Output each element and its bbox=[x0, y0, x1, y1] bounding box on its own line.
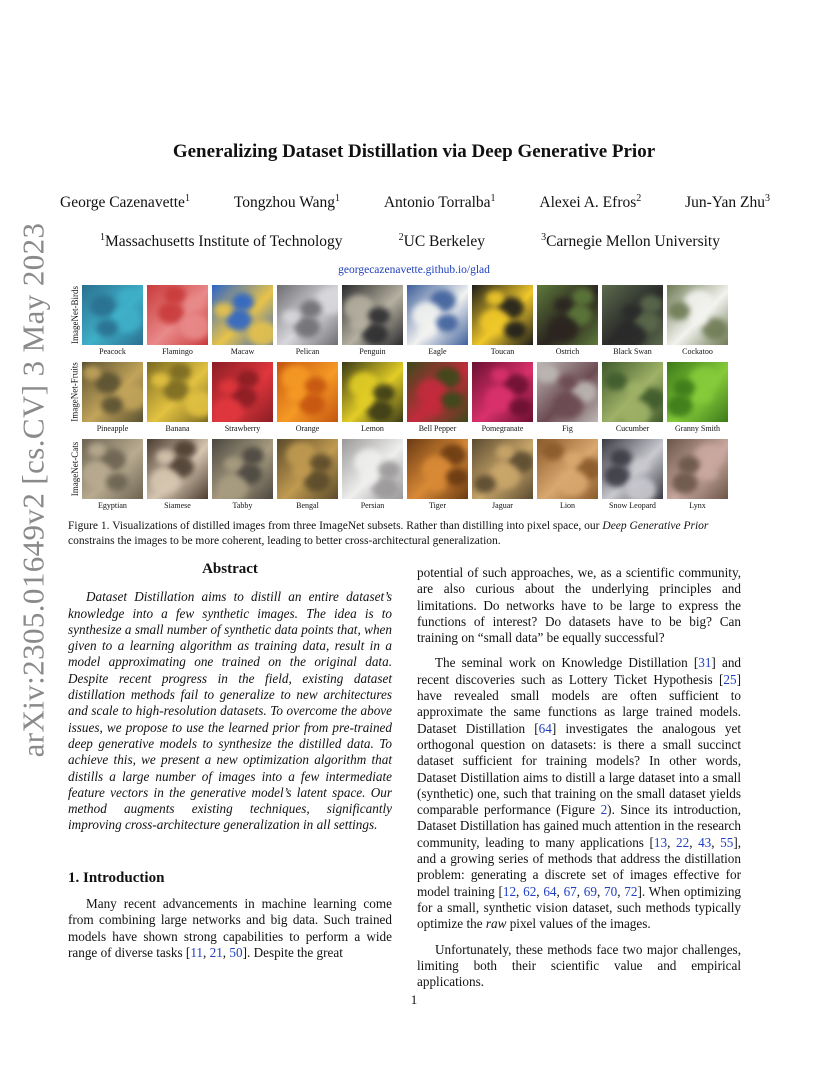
image-texture bbox=[504, 321, 526, 339]
image-texture bbox=[537, 365, 559, 383]
author: Jun-Yan Zhu$^3$ bbox=[685, 192, 770, 211]
image-texture bbox=[491, 368, 509, 382]
figure-cell bbox=[212, 439, 273, 510]
figure-row bbox=[68, 362, 738, 437]
distilled-image bbox=[407, 439, 468, 499]
image-class-label: Egyptian bbox=[98, 501, 127, 510]
image-texture bbox=[305, 377, 327, 395]
image-texture bbox=[428, 478, 446, 492]
image-texture bbox=[616, 323, 646, 345]
citation-link[interactable]: 64 bbox=[543, 883, 557, 899]
figure-cell bbox=[82, 285, 143, 356]
figure-cell bbox=[342, 285, 403, 356]
image-texture bbox=[90, 295, 116, 317]
figure-cell bbox=[602, 439, 663, 510]
image-texture bbox=[96, 319, 118, 337]
figure-cell bbox=[537, 439, 598, 510]
image-texture bbox=[605, 372, 627, 390]
figure-cell bbox=[212, 285, 273, 356]
image-texture bbox=[282, 310, 300, 324]
image-texture bbox=[486, 291, 504, 305]
image-texture bbox=[185, 391, 208, 417]
distilled-image bbox=[472, 362, 533, 422]
image-texture bbox=[564, 452, 582, 466]
image-texture bbox=[423, 401, 441, 415]
affiliation: $^2$UC Berkeley bbox=[398, 231, 485, 250]
distilled-image bbox=[277, 285, 338, 345]
image-texture bbox=[474, 475, 496, 493]
distilled-image bbox=[602, 362, 663, 422]
figure-cell bbox=[537, 362, 598, 433]
distilled-image bbox=[472, 285, 533, 345]
figure-cell bbox=[82, 439, 143, 510]
image-class-label: Pineapple bbox=[96, 424, 129, 433]
image-class-label: Peacock bbox=[99, 347, 126, 356]
figure-cell bbox=[342, 362, 403, 433]
citation-link[interactable]: 50 bbox=[229, 944, 243, 960]
image-texture bbox=[224, 457, 242, 471]
image-texture bbox=[558, 470, 588, 496]
intro-paragraph: Many recent advancements in machine learning come from combining large networks and big data. Such trained models have shown strong capabilities to perform a wide range of diverse tasks [11, 21, 50]. Despite the great bbox=[68, 896, 392, 960]
figure-cell bbox=[472, 362, 533, 433]
image-class-label: Pomegranate bbox=[481, 424, 524, 433]
distilled-image bbox=[82, 362, 143, 422]
image-texture bbox=[554, 298, 572, 312]
distilled-image bbox=[667, 285, 728, 345]
figure-cell bbox=[277, 439, 338, 510]
distilled-image bbox=[537, 439, 598, 499]
image-texture bbox=[418, 324, 436, 338]
distilled-image bbox=[667, 362, 728, 422]
arxiv-id-text: arXiv:2305.01649v2 [cs.CV] 3 May 2023 bbox=[15, 222, 51, 758]
image-texture bbox=[174, 440, 196, 458]
image-texture bbox=[542, 442, 564, 460]
image-class-label: Granny Smith bbox=[674, 424, 721, 433]
image-texture bbox=[632, 459, 650, 473]
distilled-image bbox=[212, 362, 273, 422]
figure-cell bbox=[472, 285, 533, 356]
image-texture bbox=[150, 468, 180, 494]
image-class-label: Snow Leopard bbox=[609, 501, 656, 510]
citation-link[interactable]: 67 bbox=[563, 883, 577, 899]
image-texture bbox=[695, 389, 713, 403]
image-texture bbox=[158, 302, 184, 324]
image-texture bbox=[214, 303, 232, 317]
image-texture bbox=[572, 288, 594, 306]
image-texture bbox=[169, 363, 191, 381]
image-texture bbox=[378, 461, 400, 479]
image-texture bbox=[242, 447, 264, 465]
distilled-image bbox=[407, 362, 468, 422]
image-texture bbox=[373, 384, 395, 402]
image-texture bbox=[213, 398, 243, 422]
figure-cell bbox=[342, 439, 403, 510]
image-class-label: Tiger bbox=[428, 501, 447, 510]
author: Tongzhou Wang$^1$ bbox=[233, 192, 340, 211]
figure-cell bbox=[147, 439, 208, 510]
figure-cell bbox=[472, 439, 533, 510]
image-class-label: Bengal bbox=[296, 501, 319, 510]
image-texture bbox=[621, 400, 651, 422]
author-list bbox=[60, 194, 770, 212]
image-class-label: Tabby bbox=[232, 501, 253, 510]
image-texture bbox=[559, 375, 577, 389]
image-texture bbox=[673, 379, 695, 397]
image-texture bbox=[88, 443, 106, 457]
image-texture bbox=[156, 450, 174, 464]
distilled-image bbox=[277, 362, 338, 422]
left-column bbox=[68, 561, 392, 961]
affiliation: $^3$Carnegie Mellon University bbox=[541, 231, 720, 250]
image-texture bbox=[101, 396, 123, 414]
image-texture bbox=[667, 395, 693, 417]
image-texture bbox=[509, 398, 531, 416]
citation-link[interactable]: 55 bbox=[720, 834, 734, 850]
page-number: 1 bbox=[410, 992, 418, 1007]
image-texture bbox=[678, 456, 700, 474]
figure-row-label: ImageNet-Birds bbox=[70, 286, 81, 344]
image-texture bbox=[672, 472, 698, 494]
image-texture bbox=[300, 300, 322, 318]
figure-row bbox=[68, 285, 738, 360]
figure-cell bbox=[147, 285, 208, 356]
distilled-image bbox=[342, 285, 403, 345]
image-class-label: Bell Pepper bbox=[418, 424, 457, 433]
figure-cell bbox=[667, 439, 728, 510]
citation-link[interactable]: 13 bbox=[653, 834, 668, 850]
citation-link[interactable]: 21 bbox=[209, 944, 223, 960]
figure-cell bbox=[277, 362, 338, 433]
figure-cell bbox=[537, 285, 598, 356]
image-texture bbox=[232, 293, 254, 311]
section-heading-introduction: 1. Introduction bbox=[68, 869, 165, 886]
image-texture bbox=[627, 382, 645, 396]
body-paragraph: The seminal work on Knowledge Distillation [31] and recent discoveries such as Lottery Ticket Hypothesis [25] have revealed small models are often sufficient to approximate the same functions as large trained models. Dataset Distillation [64] investigates the analogous yet orthogonal question on datasets: is there a small succinct dataset sufficient for training models? In other words, Dataset Distillation aims to distill a large dataset into a small (synthetic) one, such that training on the small dataset yields comparable performance (Figure 2). Since its introduction, Dataset Distillation has gained much attention in the research community, leading to many applications [13, 22, 43, 55], and a growing series of methods that address the distillation problem: generating a discrete set of images effective for model training [12, 62, 64, 67, 69, 70, 72]. When optimizing for a small, synthetic vision dataset, such methods typically optimize the raw pixel values of the images. bbox=[417, 655, 742, 932]
author: Alexei A. Efros$^2$ bbox=[539, 192, 642, 211]
image-class-label: Persian bbox=[360, 501, 385, 510]
image-class-label: Black Swan bbox=[613, 347, 652, 356]
image-texture bbox=[553, 393, 583, 419]
distilled-image bbox=[667, 439, 728, 499]
figure-cell bbox=[407, 439, 468, 510]
project-url-link[interactable]: georgecazenavette.github.io/glad bbox=[338, 264, 490, 276]
image-texture bbox=[151, 373, 169, 387]
image-texture bbox=[106, 473, 128, 491]
image-class-label: Siamese bbox=[164, 501, 191, 510]
image-texture bbox=[248, 321, 273, 345]
figure-cell bbox=[212, 362, 273, 433]
image-class-label: Flamingo bbox=[162, 347, 193, 356]
distilled-image bbox=[212, 285, 273, 345]
figure-row-label: ImageNet-Fruits bbox=[70, 362, 81, 422]
body-paragraph: potential of such approaches, we, as a scientific community, are also curious about the underlying principles and limitations. Do networks have to be large to express the functions of interest? Do datasets have to be big? Can training on “small data” be equally successful? bbox=[417, 565, 741, 646]
citation-link[interactable]: 43 bbox=[698, 834, 712, 850]
image-texture bbox=[368, 307, 390, 325]
image-class-label: Eagle bbox=[428, 347, 447, 356]
distilled-image bbox=[82, 439, 143, 499]
image-texture bbox=[237, 370, 259, 388]
image-texture bbox=[219, 380, 237, 394]
right-column bbox=[417, 565, 741, 990]
image-texture bbox=[360, 471, 378, 485]
image-texture bbox=[436, 314, 458, 332]
image-texture bbox=[700, 466, 718, 480]
citation-link[interactable]: 11 bbox=[190, 944, 204, 960]
distilled-image bbox=[212, 439, 273, 499]
citation-link[interactable]: 12 bbox=[502, 883, 517, 899]
distilled-image bbox=[602, 439, 663, 499]
image-class-label: Cockatoo bbox=[682, 347, 713, 356]
distilled-image bbox=[147, 362, 208, 422]
figure-cell bbox=[602, 362, 663, 433]
image-texture bbox=[446, 468, 468, 486]
image-class-label: Jaguar bbox=[492, 501, 513, 510]
citation-link[interactable]: 62 bbox=[523, 883, 537, 899]
image-texture bbox=[496, 445, 514, 459]
image-class-label: Cucumber bbox=[615, 424, 650, 433]
body-paragraph: Unfortunately, these methods face two major challenges, limiting both their scientific value and empirical applications. bbox=[417, 941, 741, 990]
figure-row bbox=[68, 439, 738, 514]
distilled-image bbox=[407, 285, 468, 345]
image-texture bbox=[292, 464, 310, 478]
distilled-image bbox=[472, 439, 533, 499]
image-texture bbox=[180, 314, 208, 340]
image-texture bbox=[310, 454, 332, 472]
figure-reference-link[interactable]: 2 bbox=[600, 802, 608, 818]
image-texture bbox=[548, 316, 578, 342]
paper-title: Generalizing Dataset Distillation via Deep Generative Prior bbox=[172, 141, 656, 162]
image-class-label: Macaw bbox=[230, 347, 255, 356]
image-texture bbox=[287, 387, 305, 401]
abstract-body: Dataset Distillation aims to distill an entire dataset’s knowledge into a few synthetic images. The idea is to synthesize a small number of synthetic data points that, when given to a learning algorithm as training data, result in a model approximating one trained on the original data. Despite recent progress in the field, existing dataset distillation methods fail to generalize to new architectures and scale to high-resolution datasets. To overcome the above issues, we propose to use the learned prior from pre-trained deep generative models to synthesize the distilled data. To achieve this, we present a new optimization algorithm that distills a large number of images into a few intermediate feature vectors in the generative model’s latent space. Our method augments existing techniques, significantly improving cross-architecture generalization in all settings. bbox=[68, 589, 392, 833]
figure-row-label: ImageNet-Cats bbox=[70, 441, 81, 497]
distilled-image bbox=[277, 439, 338, 499]
image-texture bbox=[218, 475, 248, 499]
image-class-label: Lemon bbox=[361, 424, 384, 433]
image-texture bbox=[622, 305, 640, 319]
image-class-label: Lion bbox=[559, 501, 576, 510]
image-class-label: Lynx bbox=[689, 501, 706, 510]
citation-link[interactable]: 31 bbox=[698, 655, 712, 671]
image-class-label: Ostrich bbox=[555, 347, 580, 356]
distilled-image bbox=[602, 285, 663, 345]
figure-cell bbox=[82, 362, 143, 433]
citation-link[interactable]: 25 bbox=[723, 671, 737, 687]
image-class-label: Penguin bbox=[359, 347, 386, 356]
citation-link[interactable]: 72 bbox=[624, 883, 638, 899]
image-class-label: Orange bbox=[295, 424, 320, 433]
figure-cell bbox=[667, 362, 728, 433]
distilled-image bbox=[342, 439, 403, 499]
abstract-heading: Abstract bbox=[202, 561, 258, 577]
figure-cell bbox=[147, 362, 208, 433]
figure-cell bbox=[602, 285, 663, 356]
figure-cell bbox=[407, 362, 468, 433]
image-texture bbox=[626, 477, 656, 499]
image-class-label: Toucan bbox=[490, 347, 515, 356]
distilled-image bbox=[147, 439, 208, 499]
author: George Cazenavette$^1$ bbox=[60, 192, 190, 211]
citation-link[interactable]: 22 bbox=[676, 834, 690, 850]
image-class-label: Strawberry bbox=[224, 424, 261, 433]
figure-cell bbox=[667, 285, 728, 356]
image-texture bbox=[355, 394, 373, 408]
distilled-image bbox=[537, 285, 598, 345]
image-texture bbox=[690, 312, 708, 326]
image-texture bbox=[640, 295, 662, 313]
image-texture bbox=[83, 366, 101, 380]
image-class-label: Pelican bbox=[295, 347, 320, 356]
image-class-label: Banana bbox=[165, 424, 190, 433]
author: Antonio Torralba$^1$ bbox=[383, 192, 496, 211]
image-texture bbox=[668, 302, 690, 320]
affiliation: $^1$Massachusetts Institute of Technology bbox=[100, 231, 343, 250]
distilled-image bbox=[147, 285, 208, 345]
figure-caption: Figure 1. Visualizations of distilled images from three ImageNet subsets. Rather than distilling into pixel space, our Deep Generative Prior constrains the images to be more coherent, leading to better cross-architectural generalization. bbox=[68, 520, 709, 547]
image-texture bbox=[604, 465, 630, 487]
figure-cell bbox=[277, 285, 338, 356]
citation-link[interactable]: 69 bbox=[583, 883, 597, 899]
image-texture bbox=[350, 317, 368, 331]
affiliation-list bbox=[100, 233, 720, 251]
image-texture bbox=[118, 289, 136, 303]
image-texture bbox=[441, 391, 463, 409]
distilled-image bbox=[82, 285, 143, 345]
citation-link[interactable]: 70 bbox=[604, 883, 618, 899]
distilled-image bbox=[537, 362, 598, 422]
figure-cell bbox=[407, 285, 468, 356]
image-texture bbox=[610, 449, 632, 467]
image-texture bbox=[186, 296, 204, 310]
distilled-image bbox=[342, 362, 403, 422]
image-class-label: Fig bbox=[562, 424, 573, 433]
image-texture bbox=[164, 286, 186, 304]
citation-link[interactable]: 64 bbox=[538, 720, 552, 736]
